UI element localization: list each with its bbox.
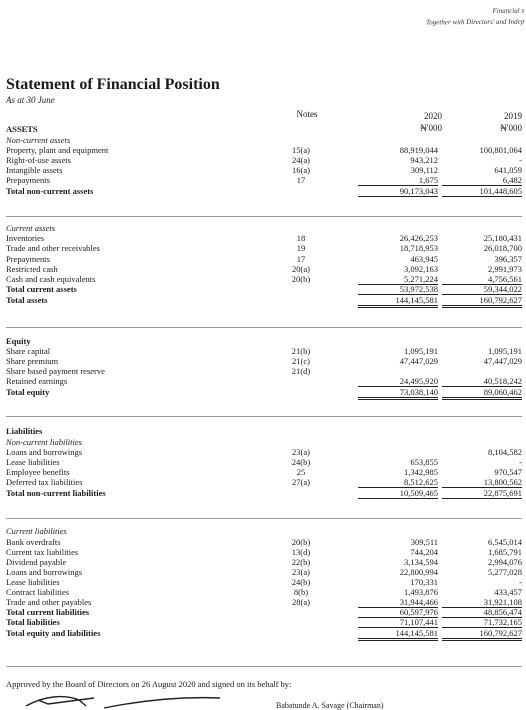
- year-2020-label: 2020: [424, 111, 442, 121]
- row-note-ref: 27(a): [292, 477, 310, 487]
- row-note-ref: 13(d): [291, 547, 311, 557]
- value-2020: 73,038,140: [358, 387, 438, 400]
- value-2019: 641,059: [494, 165, 522, 175]
- row-note-ref: 20(b): [291, 537, 311, 547]
- row-note-ref: 25: [296, 467, 306, 477]
- row-label: Non-current liabilities: [6, 437, 82, 447]
- value-2020: 24,495,920: [358, 376, 438, 387]
- line-item-row: [6, 274, 522, 284]
- value-2019: 6,545,014: [488, 537, 522, 547]
- row-label: Inventories: [6, 233, 45, 243]
- row-label: Total equity and liabilities: [6, 628, 101, 638]
- total-row: [6, 617, 522, 627]
- row-label: Non-current assets: [6, 135, 71, 145]
- value-2020: 90,173,043: [358, 186, 438, 197]
- value-2020: 3,134,594: [404, 557, 438, 567]
- row-label: Contract liabilities: [6, 587, 70, 597]
- line-item-row: [6, 477, 522, 487]
- total-row: [6, 387, 522, 397]
- row-label: Prepayments: [6, 254, 50, 264]
- row-note-ref: 21(d): [291, 366, 311, 376]
- year-2019-label: 2019: [504, 111, 522, 121]
- value-2019: 1,095,191: [488, 346, 522, 356]
- subsection-heading-row: [6, 223, 522, 233]
- row-note-ref: 21(c): [292, 356, 310, 366]
- signature-image: [24, 692, 224, 710]
- section-divider: [6, 216, 522, 217]
- value-2020: 71,107,441: [358, 617, 438, 628]
- row-label: Restricted cash: [6, 264, 58, 274]
- year-2020-unit: ₦'000: [420, 123, 442, 133]
- row-note-ref: 15(a): [292, 145, 310, 155]
- line-item-row: [6, 447, 522, 457]
- line-item-row: [6, 376, 522, 386]
- value-2020: 144,145,581: [358, 295, 438, 308]
- subsection-heading-row: [6, 135, 522, 145]
- row-label: Total non-current liabilities: [6, 488, 106, 498]
- value-2019: 26,018,700: [483, 243, 522, 253]
- row-label: Share based payment reserve: [6, 366, 105, 376]
- row-label: Total current liabilities: [6, 607, 90, 617]
- value-2020: 1,493,876: [404, 587, 438, 597]
- line-item-row: [6, 264, 522, 274]
- line-item-row: [6, 567, 522, 577]
- row-label: Total non-current assets: [6, 186, 94, 196]
- value-2020: 22,800,994: [399, 567, 438, 577]
- line-item-row: [6, 557, 522, 567]
- total-row: [6, 284, 522, 294]
- row-note-ref: 28(a): [292, 597, 310, 607]
- section-heading-row: [6, 426, 522, 436]
- value-2020: 463,945: [410, 254, 438, 264]
- value-2019: 2,991,973: [488, 264, 522, 274]
- section-heading-row: [6, 124, 522, 134]
- row-label: Cash and cash equivalents: [6, 274, 96, 284]
- total-row: [6, 628, 522, 638]
- line-item-row: [6, 547, 522, 557]
- row-label: Intangible assets: [6, 165, 63, 175]
- value-2019: -: [519, 155, 522, 165]
- page-title: Statement of Financial Position: [6, 76, 220, 93]
- line-item-row: [6, 587, 522, 597]
- row-label: Current assets: [6, 223, 56, 233]
- value-2019: 71,732,165: [442, 617, 522, 628]
- value-2019: 25,180,431: [483, 233, 522, 243]
- row-label: Liabilities: [6, 426, 43, 436]
- value-2020: 8,512,625: [358, 477, 438, 488]
- row-label: Share premium: [6, 356, 59, 366]
- value-2019: 396,357: [494, 254, 522, 264]
- row-label: Total equity: [6, 387, 50, 397]
- section-divider: [6, 416, 522, 417]
- section-divider: [6, 327, 522, 328]
- value-2020: 653,855: [410, 457, 438, 467]
- row-label: Current tax liabilities: [6, 547, 79, 557]
- value-2019: 47,447,029: [483, 356, 522, 366]
- row-label: Property, plant and equipment: [6, 145, 109, 155]
- row-note-ref: 17: [296, 254, 306, 264]
- row-label: Total current assets: [6, 284, 77, 294]
- value-2019: 4,756,561: [442, 274, 522, 285]
- row-note-ref: 24(b): [291, 577, 311, 587]
- row-label: Prepayments: [6, 175, 50, 185]
- value-2019: 1,685,791: [488, 547, 522, 557]
- value-2020: 60,597,976: [358, 607, 438, 618]
- value-2020: 53,972,538: [358, 284, 438, 295]
- row-label: ASSETS: [6, 124, 38, 134]
- row-note-ref: 24(b): [291, 457, 311, 467]
- line-item-row: [6, 537, 522, 547]
- value-2019: 31,921,108: [442, 597, 522, 608]
- value-2019: 22,875,691: [442, 488, 522, 499]
- value-2019: 6,482: [442, 175, 522, 186]
- line-item-row: [6, 175, 522, 185]
- row-label: Equity: [6, 336, 31, 346]
- value-2019: 160,792,627: [442, 295, 522, 308]
- line-item-row: [6, 145, 522, 155]
- value-2019: -: [519, 457, 522, 467]
- section-heading-row: [6, 336, 522, 346]
- value-2020: 1,095,191: [404, 346, 438, 356]
- line-item-row: [6, 165, 522, 175]
- line-item-row: [6, 243, 522, 253]
- value-2019: 2,994,076: [488, 557, 522, 567]
- row-note-ref: 20(b): [291, 274, 311, 284]
- value-2019: 13,800,562: [442, 477, 522, 488]
- line-item-row: [6, 457, 522, 467]
- row-note-ref: 17: [296, 175, 306, 185]
- row-label: Retained earnings: [6, 376, 68, 386]
- value-2020: 1,675: [358, 175, 438, 186]
- subsection-heading-row: [6, 526, 522, 536]
- value-2019: 59,344,022: [442, 284, 522, 295]
- value-2020: 10,509,465: [358, 488, 438, 499]
- row-note-ref: 16(a): [292, 165, 310, 175]
- subsection-heading-row: [6, 437, 522, 447]
- row-note-ref: 23(a): [292, 447, 310, 457]
- approval-statement: Approved by the Board of Directors on 26 August 2020 and signed on its behalf by:: [6, 679, 292, 689]
- value-2019: 8,104,582: [488, 447, 522, 457]
- row-note-ref: 19: [296, 243, 306, 253]
- line-item-row: [6, 366, 522, 376]
- row-label: Dividend payable: [6, 557, 67, 567]
- row-label: Right-of-use assets: [6, 155, 71, 165]
- row-label: Current liabilities: [6, 526, 67, 536]
- notes-column-header: Notes: [296, 109, 318, 119]
- row-note-ref: 24(a): [292, 155, 310, 165]
- value-2020: 170,331: [410, 577, 438, 587]
- line-item-row: [6, 233, 522, 243]
- line-item-row: [6, 346, 522, 356]
- header-line-2: Together with Directors' and Indep: [425, 17, 525, 27]
- value-2020: 1,342,985: [404, 467, 438, 477]
- value-2019: 48,856,474: [442, 607, 522, 618]
- row-label: Trade and other receivables: [6, 243, 100, 253]
- value-2020: 18,718,953: [399, 243, 438, 253]
- row-note-ref: 23(a): [292, 567, 310, 577]
- value-2020: 88,919,044: [399, 145, 438, 155]
- value-2020: 744,204: [410, 547, 438, 557]
- total-row: [6, 607, 522, 617]
- row-label: Bank overdrafts: [6, 537, 61, 547]
- value-2020: 47,447,029: [399, 356, 438, 366]
- row-note-ref: 21(b): [291, 346, 311, 356]
- value-2019: 40,518,242: [442, 376, 522, 387]
- row-label: Employee benefits: [6, 467, 70, 477]
- row-note-ref: 18: [296, 233, 306, 243]
- value-2020: 26,426,253: [399, 233, 438, 243]
- section-divider: [6, 666, 522, 667]
- line-item-row: [6, 155, 522, 165]
- value-2020: 309,511: [410, 537, 438, 547]
- line-item-row: [6, 597, 522, 607]
- row-label: Deferred tax liabilities: [6, 477, 83, 487]
- value-2020: 309,112: [410, 165, 438, 175]
- line-item-row: [6, 577, 522, 587]
- value-2019: 970,547: [494, 467, 522, 477]
- line-item-row: [6, 467, 522, 477]
- signatory-name: Babatunde A. Savage (Chairman): [276, 701, 384, 710]
- row-note-ref: 22(b): [291, 557, 311, 567]
- row-note-ref: 8(b): [293, 587, 309, 597]
- total-row: [6, 186, 522, 196]
- row-label: Trade and other payables: [6, 597, 92, 607]
- value-2019: 433,457: [494, 587, 522, 597]
- value-2019: 100,801,064: [479, 145, 522, 155]
- value-2020: 31,944,466: [358, 597, 438, 608]
- value-2020: 943,212: [410, 155, 438, 165]
- row-label: Lease liabilities: [6, 577, 60, 587]
- line-item-row: [6, 356, 522, 366]
- row-label: Lease liabilities: [6, 457, 60, 467]
- total-row: [6, 488, 522, 498]
- value-2020: 144,145,581: [358, 628, 438, 641]
- year-2019-unit: ₦'000: [500, 123, 522, 133]
- value-2019: 89,060,462: [442, 387, 522, 400]
- value-2019: 160,792,627: [442, 628, 522, 641]
- section-divider: [6, 518, 522, 519]
- header-line-1: Financial s: [492, 6, 524, 15]
- value-2019: -: [519, 577, 522, 587]
- row-label: Total assets: [6, 295, 48, 305]
- value-2020: 3,092,163: [404, 264, 438, 274]
- row-note-ref: 20(a): [292, 264, 310, 274]
- row-label: Loans and borrowings: [6, 447, 83, 457]
- value-2020: 5,271,224: [358, 274, 438, 285]
- line-item-row: [6, 254, 522, 264]
- row-label: Loans and borrowings: [6, 567, 83, 577]
- value-2019: 101,448,605: [442, 186, 522, 197]
- row-label: Share capital: [6, 346, 51, 356]
- value-2019: 5,277,028: [488, 567, 522, 577]
- row-label: Total liabilities: [6, 617, 60, 627]
- page-subtitle: As at 30 June: [6, 95, 55, 105]
- total-row: [6, 295, 522, 305]
